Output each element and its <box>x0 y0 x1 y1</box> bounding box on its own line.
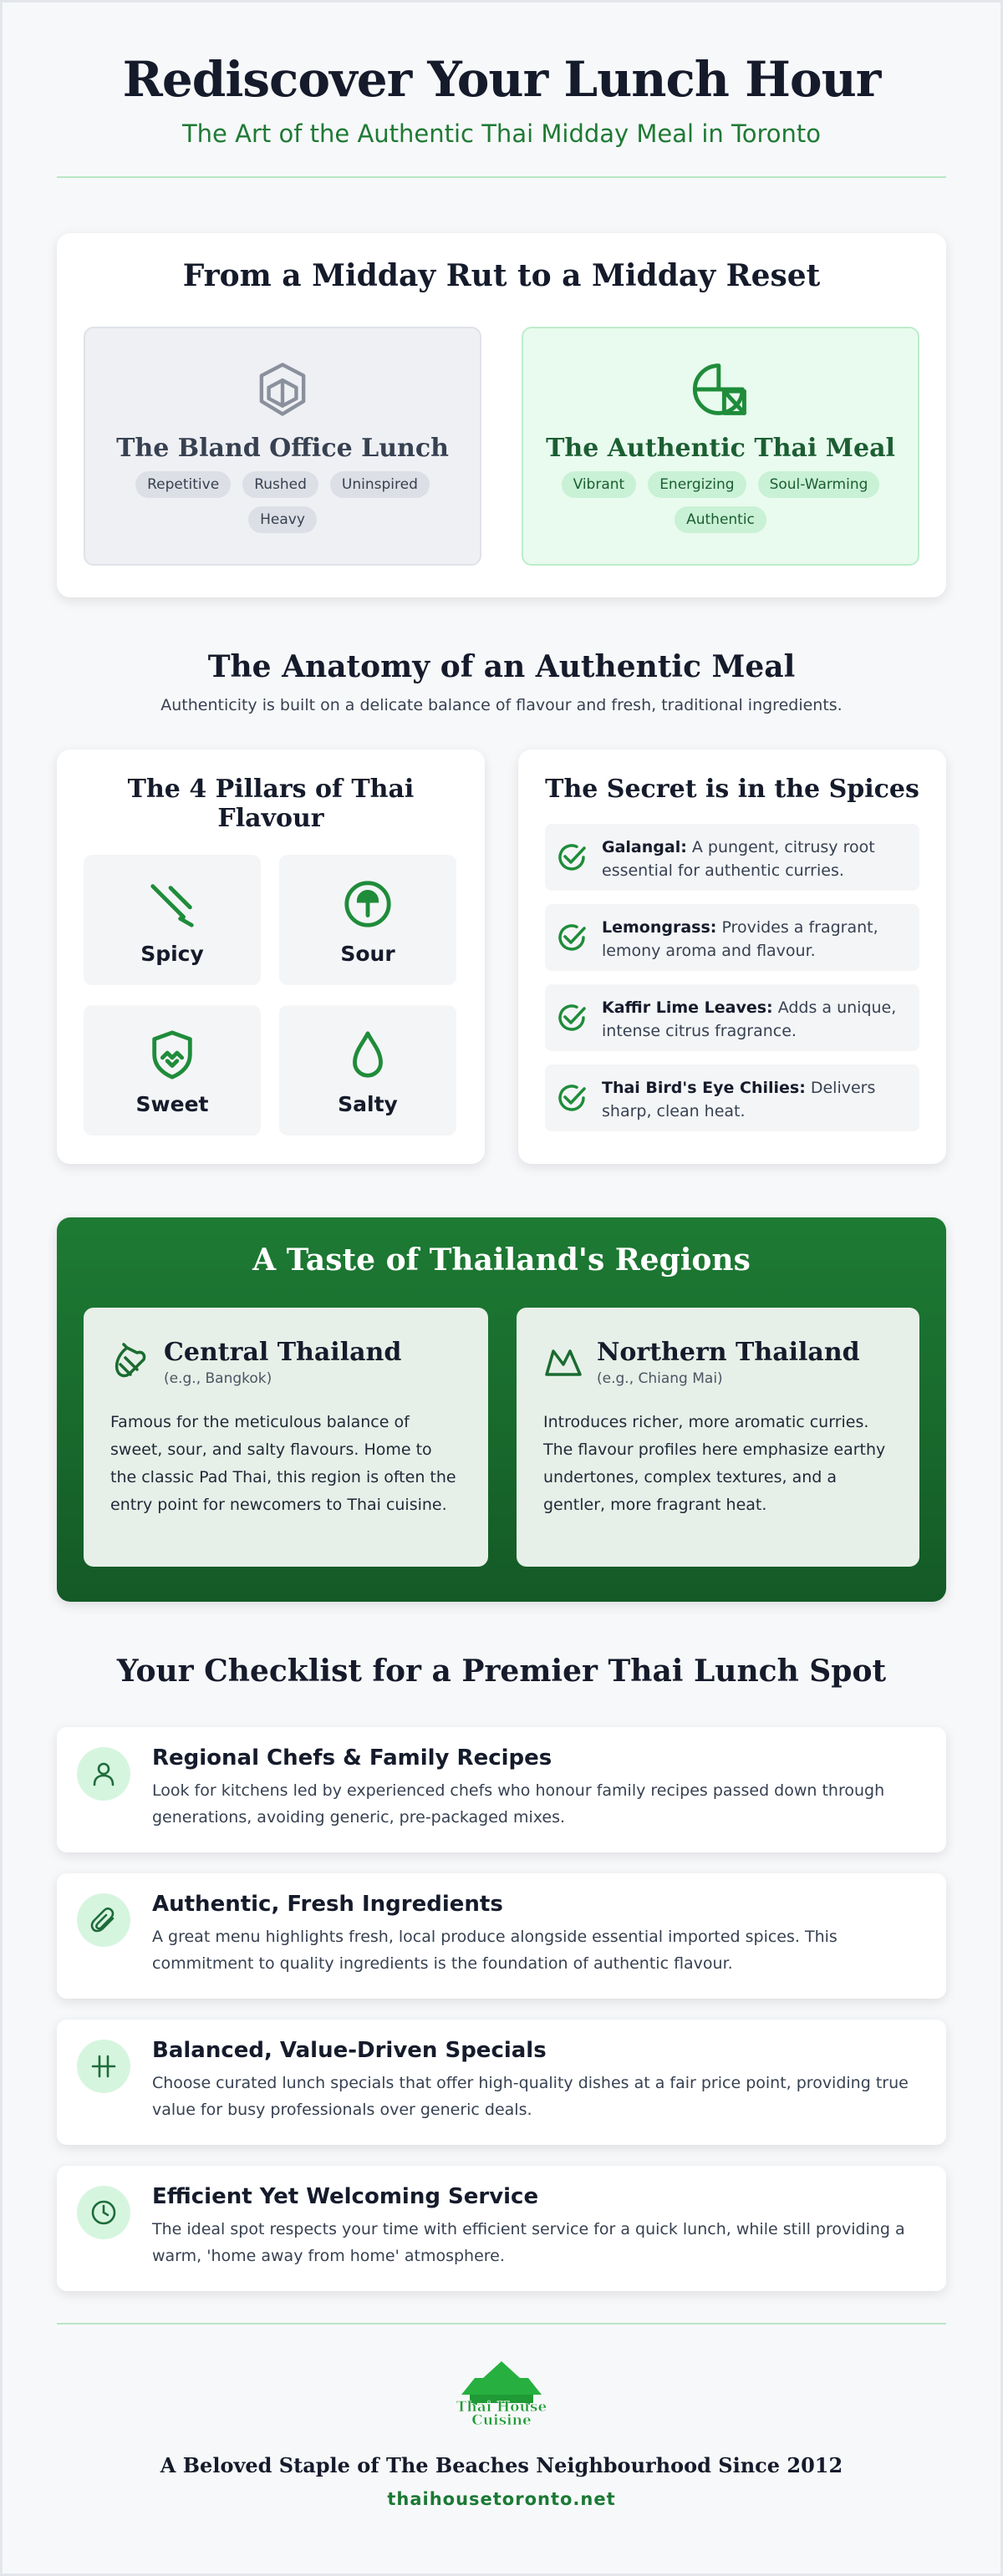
tag: Rushed <box>242 471 318 498</box>
region-name: Central Thailand <box>164 1338 402 1367</box>
region-central-card <box>84 1308 488 1567</box>
region-northern-card <box>517 1308 919 1567</box>
logo-text-line2: Cuisine <box>471 2412 532 2429</box>
comparison-section <box>57 233 946 597</box>
spice-item <box>545 824 919 891</box>
spices-card <box>518 749 946 1164</box>
spice-item <box>545 984 919 1051</box>
bowl-pie-icon <box>523 360 918 422</box>
pillar-sour <box>279 855 456 985</box>
checklist-item <box>57 1727 946 1852</box>
user-icon <box>77 1747 130 1801</box>
check-circle-icon <box>555 1001 588 1038</box>
spice-desc: Adds a unique, intense citrus fragrance. <box>602 998 897 1040</box>
check-circle-icon <box>555 921 588 958</box>
region-example: (e.g., Chiang Mai) <box>597 1370 723 1387</box>
pepper-icon <box>110 1338 164 1385</box>
pillar-label: Spicy <box>140 942 204 966</box>
pillars-title: The 4 Pillars of Thai Flavour <box>127 775 415 833</box>
checklist-item-desc: The ideal spot respects your time with efficient service for a quick lunch, while still providing a warm, 'home away from home' atmosphere. <box>152 2220 905 2265</box>
checklist-item-title: Efficient Yet Welcoming Service <box>152 2184 539 2209</box>
spice-name: Galangal: <box>602 838 687 856</box>
checklist-item-desc: A great menu highlights fresh, local produce alongside essential imported spices. This commitment to quality ingredients is the foundation of authentic flavour. <box>152 1928 838 1973</box>
checklist-item-desc: Look for kitchens led by experienced chefs who honour family recipes passed down through generations, avoiding generic, pre-packaged mixes. <box>152 1781 885 1827</box>
logo-text-line1: Thai House <box>456 2399 547 2416</box>
checklist-item-desc: Choose curated lunch specials that offer high-quality dishes at a fair price point, providing true value for busy professionals over generic deals. <box>152 2074 909 2119</box>
pillar-label: Sweet <box>135 1092 209 1116</box>
spices-title: The Secret is in the Spices <box>545 775 919 804</box>
region-desc: Famous for the meticulous balance of sweet, sour, and salty flavours. Home to the classic Pad Thai, this region is often the entry point for newcomers to Thai cuisine. <box>110 1413 456 1514</box>
checklist-item-title: Regional Chefs & Family Recipes <box>152 1745 552 1771</box>
tag: Heavy <box>248 506 317 533</box>
spice-name: Lemongrass: <box>602 918 717 937</box>
region-example: (e.g., Bangkok) <box>164 1370 272 1387</box>
pillar-label: Salty <box>338 1092 398 1116</box>
spice-item <box>545 904 919 971</box>
spice-desc: Delivers sharp, clean heat. <box>602 1079 876 1120</box>
region-name: Northern Thailand <box>597 1338 860 1367</box>
tag: Authentic <box>675 506 766 533</box>
footer-url[interactable]: thaihousetoronto.net <box>387 2489 616 2509</box>
tag: Soul-Warming <box>758 471 880 498</box>
bland-tags <box>85 463 480 533</box>
checklist-title: Your Checklist for a Premier Thai Lunch Spot <box>116 1654 887 1689</box>
chili-icon <box>146 917 198 933</box>
checklist-item-title: Authentic, Fresh Ingredients <box>152 1892 503 1917</box>
spice-name: Thai Bird's Eye Chilies: <box>602 1079 806 1097</box>
checklist-item <box>57 1873 946 1999</box>
anatomy-heading <box>3 649 1000 714</box>
pillars-card <box>57 749 485 1164</box>
regions-section <box>57 1217 946 1602</box>
anatomy-subtitle: Authenticity is built on a delicate balance of flavour and fresh, traditional ingredients. <box>160 696 843 714</box>
regions-title: A Taste of Thailand's Regions <box>252 1242 751 1278</box>
region-desc: Introduces richer, more aromatic curries. The flavour profiles here emphasize earthy undertones, complex textures, and a gentler, more fragrant heat. <box>543 1413 886 1514</box>
box-icon <box>85 360 480 422</box>
citrus-icon <box>342 917 394 933</box>
checklist-heading <box>3 1654 1000 1689</box>
paperclip-icon <box>77 1893 130 1947</box>
page-title: Rediscover Your Lunch Hour <box>122 51 881 108</box>
droplet-icon <box>342 1068 394 1084</box>
pillar-sweet <box>84 1005 261 1136</box>
spice-item <box>545 1064 919 1131</box>
spice-desc: Provides a fragrant, lemony aroma and flavour. <box>602 918 878 960</box>
tag: Uninspired <box>330 471 430 498</box>
bland-lunch-title: The Bland Office Lunch <box>116 434 449 463</box>
pillar-spicy <box>84 855 261 985</box>
pillar-salty <box>279 1005 456 1136</box>
checklist-item <box>57 2020 946 2145</box>
page-footer <box>3 2324 1000 2509</box>
pillar-label: Sour <box>340 942 395 966</box>
tag: Energizing <box>648 471 746 498</box>
checklist <box>57 1727 946 2291</box>
anatomy-title: The Anatomy of an Authentic Meal <box>207 649 796 684</box>
spice-name: Kaffir Lime Leaves: <box>602 998 773 1017</box>
bland-lunch-card <box>84 327 481 566</box>
checklist-item-title: Balanced, Value-Driven Specials <box>152 2038 547 2063</box>
tag: Repetitive <box>135 471 231 498</box>
check-circle-icon <box>555 841 588 877</box>
spice-desc: A pungent, citrusy root essential for authentic curries. <box>602 838 875 880</box>
header-divider <box>57 176 946 178</box>
page-header <box>3 3 1000 148</box>
comparison-title: From a Midday Rut to a Midday Reset <box>182 258 821 293</box>
thai-house-logo <box>3 2358 1000 2433</box>
authentic-tags <box>523 463 918 533</box>
checklist-item <box>57 2166 946 2291</box>
balance-icon <box>77 2040 130 2093</box>
shield-heart-icon <box>146 1068 198 1084</box>
clock-icon <box>77 2186 130 2239</box>
footer-tagline: A Beloved Staple of The Beaches Neighbourhood Since 2012 <box>160 2453 843 2477</box>
tag: Vibrant <box>562 471 637 498</box>
check-circle-icon <box>555 1081 588 1118</box>
mountain-icon <box>543 1338 597 1385</box>
authentic-meal-title: The Authentic Thai Meal <box>546 434 895 463</box>
authentic-meal-card <box>522 327 919 566</box>
page-subtitle: The Art of the Authentic Thai Midday Meal in Toronto <box>181 119 822 148</box>
